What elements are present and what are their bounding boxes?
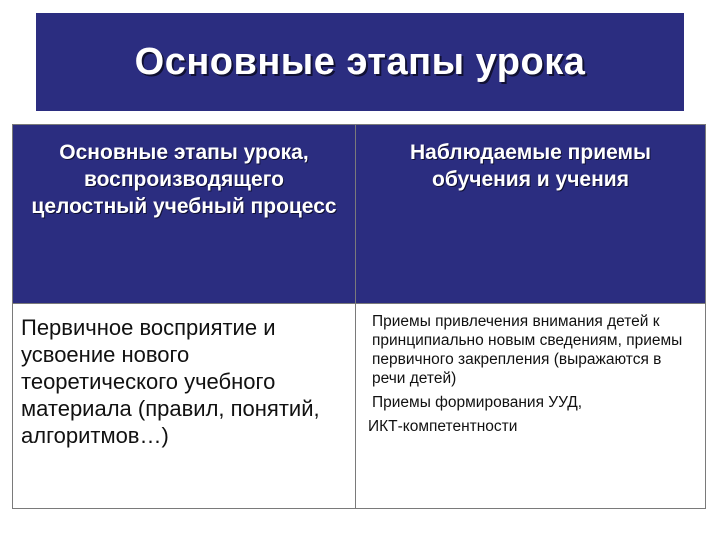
technique-item: ИКТ-компетентности bbox=[368, 418, 518, 435]
stages-table bbox=[12, 124, 706, 509]
header-cell-techniques: Наблюдаемые приемы обучения и учения bbox=[356, 125, 705, 303]
technique-item: Приемы формирования УУД, bbox=[372, 394, 583, 411]
slide-title: Основные этапы урока bbox=[134, 40, 586, 83]
stage-cell: Первичное восприятие и усвоение нового теоретического учебного материала (правил, понятий, алгоритмов…) bbox=[13, 303, 356, 508]
header-cell-stages: Основные этапы урока, воспроизводящего целостный учебный процесс bbox=[13, 125, 356, 303]
title-bar bbox=[36, 13, 684, 111]
techniques-cell bbox=[356, 303, 705, 508]
technique-item: Приемы привлечения внимания детей к принципиально новым сведениям, приемы первичного закрепления (выражаются в речи детей) bbox=[372, 313, 683, 387]
